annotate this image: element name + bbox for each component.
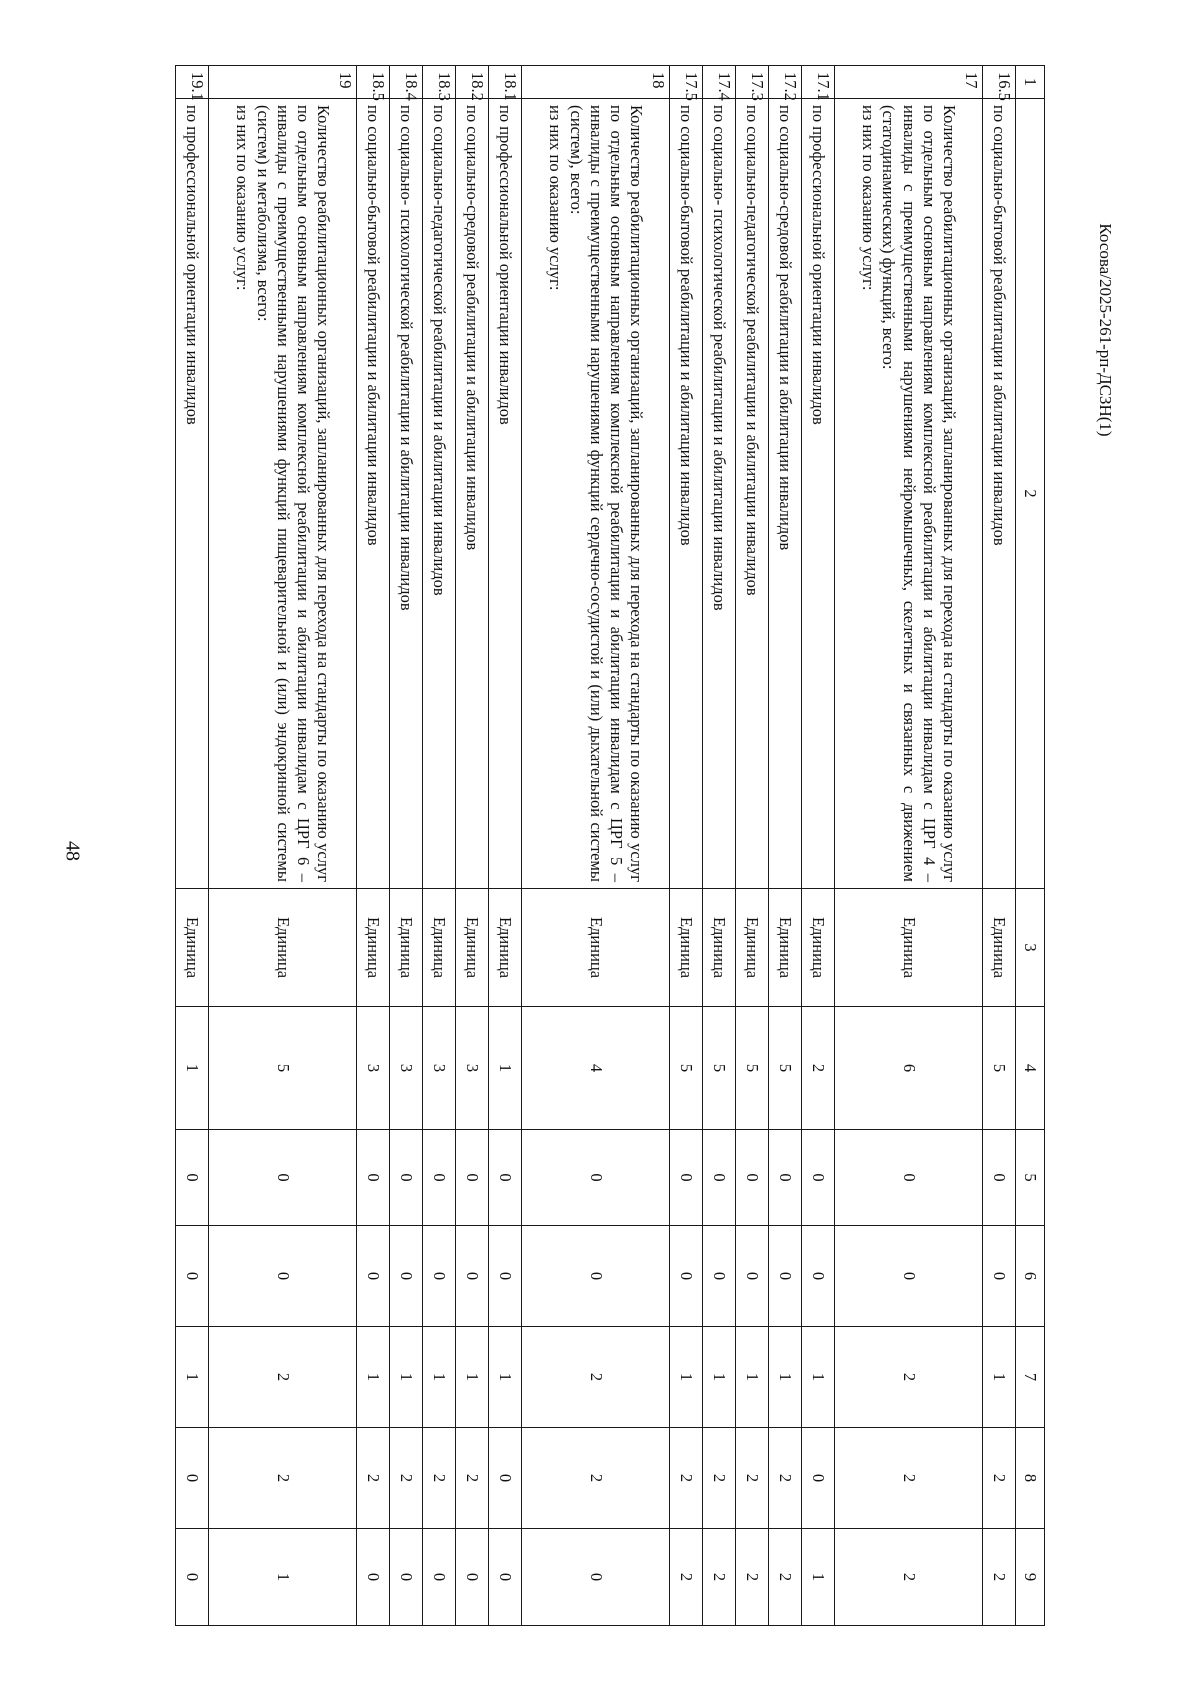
row-code: 17 bbox=[835, 66, 983, 99]
row-code: 18.5 bbox=[357, 66, 390, 99]
row-name bbox=[357, 99, 390, 889]
row-unit: Единица bbox=[423, 889, 456, 1007]
row-value-c4: 2 bbox=[802, 1007, 835, 1130]
row-name-line: по социально-средовой реабилитации и абилитации инвалидов bbox=[463, 105, 483, 551]
row-name bbox=[423, 99, 456, 889]
row-value-c6: 0 bbox=[703, 1226, 736, 1327]
table-row bbox=[423, 66, 456, 1626]
row-name bbox=[390, 99, 423, 889]
row-code: 18.2 bbox=[456, 66, 489, 99]
row-value-c6: 0 bbox=[802, 1226, 835, 1327]
row-value-c8: 2 bbox=[835, 1428, 983, 1529]
row-value-c9: 0 bbox=[423, 1529, 456, 1626]
row-value-c7: 1 bbox=[357, 1327, 390, 1428]
row-name-line: Количество реабилитационных организаций, запланированных для перехода на стандарты по оказанию услуг по отдельным основным направлениям комплексной реабилитации и абилитации инвалидам с ЦРГ 6 – инвалиды с преимущественными нарушениями функций пищеварительной и (или) эндокринной системы (систем) и метаболизма, всего: bbox=[253, 105, 333, 882]
row-code: 17.4 bbox=[703, 66, 736, 99]
row-value-c7: 1 bbox=[423, 1327, 456, 1428]
row-unit: Единица bbox=[390, 889, 423, 1007]
row-value-c9: 0 bbox=[489, 1529, 522, 1626]
table-row bbox=[802, 66, 835, 1626]
row-value-c6: 0 bbox=[522, 1226, 670, 1327]
row-value-c8: 2 bbox=[703, 1428, 736, 1529]
row-unit: Единица bbox=[703, 889, 736, 1007]
row-name bbox=[522, 99, 670, 889]
row-value-c8: 2 bbox=[209, 1428, 357, 1529]
row-code: 18 bbox=[522, 66, 670, 99]
row-value-c5: 0 bbox=[736, 1130, 769, 1226]
table-row bbox=[983, 66, 1016, 1626]
row-code: 17.3 bbox=[736, 66, 769, 99]
column-header: 3 bbox=[1016, 889, 1045, 1007]
row-name bbox=[489, 99, 522, 889]
row-value-c8: 2 bbox=[390, 1428, 423, 1529]
row-name-line: Количество реабилитационных организаций, запланированных для перехода на стандарты по оказанию услуг по отдельным основным направлениям комплексной реабилитации и абилитации инвалидам с ЦРГ 4 – инвалиды с преимущественными нарушениями нейромышечных, скелетных и связанных с движением (статодинамических) функций, всего: bbox=[879, 105, 959, 882]
row-unit: Единица bbox=[522, 889, 670, 1007]
row-value-c4: 3 bbox=[423, 1007, 456, 1130]
row-unit: Единица bbox=[983, 889, 1016, 1007]
row-value-c9: 2 bbox=[835, 1529, 983, 1626]
row-name bbox=[176, 99, 209, 889]
row-value-c8: 2 bbox=[983, 1428, 1016, 1529]
row-value-c8: 2 bbox=[736, 1428, 769, 1529]
row-value-c6: 0 bbox=[489, 1226, 522, 1327]
row-value-c4: 5 bbox=[769, 1007, 802, 1130]
row-value-c6: 0 bbox=[423, 1226, 456, 1327]
row-name bbox=[670, 99, 703, 889]
row-name-line: из них по оказанию услуг: bbox=[233, 105, 253, 291]
row-value-c6: 0 bbox=[835, 1226, 983, 1327]
row-value-c9: 2 bbox=[983, 1529, 1016, 1626]
column-header: 2 bbox=[1016, 99, 1045, 889]
row-value-c9: 0 bbox=[357, 1529, 390, 1626]
row-value-c4: 1 bbox=[489, 1007, 522, 1130]
row-value-c5: 0 bbox=[802, 1130, 835, 1226]
header-row bbox=[1016, 66, 1045, 1626]
table-row bbox=[736, 66, 769, 1626]
table-row bbox=[703, 66, 736, 1626]
row-unit: Единица bbox=[456, 889, 489, 1007]
row-value-c7: 1 bbox=[802, 1327, 835, 1428]
row-unit: Единица bbox=[736, 889, 769, 1007]
row-value-c6: 0 bbox=[357, 1226, 390, 1327]
row-value-c6: 0 bbox=[390, 1226, 423, 1327]
row-value-c9: 2 bbox=[736, 1529, 769, 1626]
row-code: 19.1 bbox=[176, 66, 209, 99]
rotated-table-container bbox=[175, 65, 1045, 1625]
row-unit: Единица bbox=[835, 889, 983, 1007]
row-code: 17.5 bbox=[670, 66, 703, 99]
column-header: 9 bbox=[1016, 1529, 1045, 1626]
row-value-c4: 3 bbox=[357, 1007, 390, 1130]
row-value-c9: 0 bbox=[176, 1529, 209, 1626]
row-value-c5: 0 bbox=[769, 1130, 802, 1226]
row-value-c7: 1 bbox=[390, 1327, 423, 1428]
row-value-c9: 2 bbox=[703, 1529, 736, 1626]
row-value-c9: 2 bbox=[769, 1529, 802, 1626]
row-value-c6: 0 bbox=[769, 1226, 802, 1327]
row-value-c9: 1 bbox=[209, 1529, 357, 1626]
row-value-c8: 0 bbox=[176, 1428, 209, 1529]
row-value-c4: 5 bbox=[209, 1007, 357, 1130]
row-value-c8: 0 bbox=[489, 1428, 522, 1529]
row-value-c9: 0 bbox=[522, 1529, 670, 1626]
row-unit: Единица bbox=[209, 889, 357, 1007]
table-row bbox=[390, 66, 423, 1626]
table-row bbox=[835, 66, 983, 1626]
row-name bbox=[456, 99, 489, 889]
row-value-c5: 0 bbox=[835, 1130, 983, 1226]
row-name-line: по социально-педагогической реабилитации и абилитации инвалидов bbox=[430, 105, 450, 596]
table-row bbox=[489, 66, 522, 1626]
row-name-line: по профессиональной ориентации инвалидов bbox=[496, 105, 516, 425]
row-name bbox=[802, 99, 835, 889]
row-code: 18.1 bbox=[489, 66, 522, 99]
row-name-line: по социально-средовой реабилитации и абилитации инвалидов bbox=[776, 105, 796, 551]
row-value-c9: 2 bbox=[670, 1529, 703, 1626]
table-row bbox=[176, 66, 209, 1626]
row-value-c7: 1 bbox=[703, 1327, 736, 1428]
row-value-c9: 0 bbox=[390, 1529, 423, 1626]
row-code: 17.2 bbox=[769, 66, 802, 99]
row-name bbox=[983, 99, 1016, 889]
row-name-line: по социально-бытовой реабилитации и абилитации инвалидов bbox=[364, 105, 384, 546]
row-value-c8: 2 bbox=[456, 1428, 489, 1529]
row-value-c5: 0 bbox=[176, 1130, 209, 1226]
row-value-c7: 1 bbox=[983, 1327, 1016, 1428]
row-code: 18.3 bbox=[423, 66, 456, 99]
row-unit: Единица bbox=[489, 889, 522, 1007]
row-value-c6: 0 bbox=[670, 1226, 703, 1327]
row-value-c4: 5 bbox=[736, 1007, 769, 1130]
row-value-c4: 4 bbox=[522, 1007, 670, 1130]
row-value-c5: 0 bbox=[357, 1130, 390, 1226]
row-value-c8: 2 bbox=[357, 1428, 390, 1529]
row-value-c7: 2 bbox=[209, 1327, 357, 1428]
row-unit: Единица bbox=[670, 889, 703, 1007]
page-number: 48 bbox=[61, 841, 84, 861]
row-name-line: по социально- психологической реабилитации и абилитации инвалидов bbox=[397, 105, 417, 611]
table-row bbox=[670, 66, 703, 1626]
column-header: 6 bbox=[1016, 1226, 1045, 1327]
row-code: 19 bbox=[209, 66, 357, 99]
document-code: Косова/2025-261-рп-ДСЗН(1) bbox=[1096, 223, 1115, 437]
row-value-c4: 3 bbox=[390, 1007, 423, 1130]
column-header: 8 bbox=[1016, 1428, 1045, 1529]
row-code: 18.4 bbox=[390, 66, 423, 99]
row-value-c8: 2 bbox=[423, 1428, 456, 1529]
table-row bbox=[522, 66, 670, 1626]
row-value-c4: 3 bbox=[456, 1007, 489, 1130]
row-unit: Единица bbox=[357, 889, 390, 1007]
row-name-line: по социально- психологической реабилитации и абилитации инвалидов bbox=[710, 105, 730, 611]
row-value-c8: 2 bbox=[769, 1428, 802, 1529]
row-unit: Единица bbox=[769, 889, 802, 1007]
row-value-c8: 2 bbox=[670, 1428, 703, 1529]
row-value-c5: 0 bbox=[983, 1130, 1016, 1226]
row-name-line: из них по оказанию услуг: bbox=[859, 105, 879, 291]
row-value-c5: 0 bbox=[456, 1130, 489, 1226]
row-value-c4: 6 bbox=[835, 1007, 983, 1130]
row-name-line: по профессиональной ориентации инвалидов bbox=[183, 105, 203, 425]
row-value-c4: 5 bbox=[703, 1007, 736, 1130]
row-name-line: из них по оказанию услуг: bbox=[546, 105, 566, 291]
row-value-c7: 1 bbox=[670, 1327, 703, 1428]
row-value-c5: 0 bbox=[489, 1130, 522, 1226]
row-value-c5: 0 bbox=[522, 1130, 670, 1226]
row-value-c5: 0 bbox=[703, 1130, 736, 1226]
column-header: 4 bbox=[1016, 1007, 1045, 1130]
column-header: 5 bbox=[1016, 1130, 1045, 1226]
row-name bbox=[736, 99, 769, 889]
row-name-line: Количество реабилитационных организаций, запланированных для перехода на стандарты по оказанию услуг по отдельным основным направлениям комплексной реабилитации и абилитации инвалидам с ЦРГ 5 – инвалиды с преимущественными нарушениями функций сердечно-сосудистой и (или) дыхательной системы (систем), всего: bbox=[566, 105, 646, 882]
row-name bbox=[703, 99, 736, 889]
row-value-c7: 1 bbox=[769, 1327, 802, 1428]
row-code: 16.5 bbox=[983, 66, 1016, 99]
table-row bbox=[456, 66, 489, 1626]
row-value-c6: 0 bbox=[983, 1226, 1016, 1327]
row-value-c8: 2 bbox=[522, 1428, 670, 1529]
row-value-c7: 1 bbox=[736, 1327, 769, 1428]
row-name-line: по социально-педагогической реабилитации и абилитации инвалидов bbox=[743, 105, 763, 596]
row-value-c7: 2 bbox=[522, 1327, 670, 1428]
row-value-c6: 0 bbox=[736, 1226, 769, 1327]
row-value-c4: 5 bbox=[983, 1007, 1016, 1130]
column-header: 1 bbox=[1016, 66, 1045, 99]
row-value-c5: 0 bbox=[670, 1130, 703, 1226]
data-table bbox=[175, 65, 1045, 1626]
row-name bbox=[769, 99, 802, 889]
row-value-c6: 0 bbox=[456, 1226, 489, 1327]
row-unit: Единица bbox=[176, 889, 209, 1007]
row-value-c7: 1 bbox=[456, 1327, 489, 1428]
row-code: 17.1 bbox=[802, 66, 835, 99]
row-value-c6: 0 bbox=[176, 1226, 209, 1327]
row-value-c5: 0 bbox=[390, 1130, 423, 1226]
column-header: 7 bbox=[1016, 1327, 1045, 1428]
row-name-line: по социально-бытовой реабилитации и абилитации инвалидов bbox=[677, 105, 697, 546]
row-value-c7: 1 bbox=[176, 1327, 209, 1428]
table-row bbox=[357, 66, 390, 1626]
row-value-c7: 2 bbox=[835, 1327, 983, 1428]
row-name bbox=[835, 99, 983, 889]
row-name bbox=[209, 99, 357, 889]
table-row bbox=[769, 66, 802, 1626]
row-value-c8: 0 bbox=[802, 1428, 835, 1529]
row-value-c9: 1 bbox=[802, 1529, 835, 1626]
row-name-line: по социально-бытовой реабилитации и абилитации инвалидов bbox=[990, 105, 1010, 546]
row-name-line: по профессиональной ориентации инвалидов bbox=[809, 105, 829, 425]
row-value-c9: 0 bbox=[456, 1529, 489, 1626]
row-value-c5: 0 bbox=[209, 1130, 357, 1226]
row-value-c4: 5 bbox=[670, 1007, 703, 1130]
row-value-c4: 1 bbox=[176, 1007, 209, 1130]
row-value-c7: 1 bbox=[489, 1327, 522, 1428]
row-unit: Единица bbox=[802, 889, 835, 1007]
table-row bbox=[209, 66, 357, 1626]
row-value-c5: 0 bbox=[423, 1130, 456, 1226]
row-value-c6: 0 bbox=[209, 1226, 357, 1327]
